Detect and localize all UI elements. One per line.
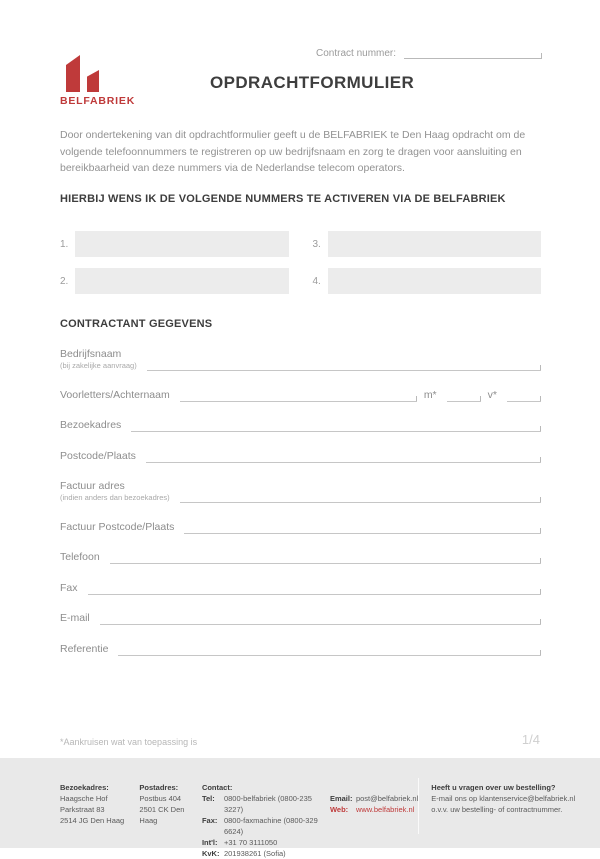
- number-slot-3: [313, 231, 542, 257]
- gender-female-input[interactable]: [507, 395, 541, 402]
- contract-number-row: [316, 48, 542, 59]
- belfabriek-logo: [60, 54, 140, 107]
- number-slot-1: [60, 231, 289, 257]
- number-slot-2-label: 2.: [60, 275, 69, 287]
- tel-value: 0800-belfabriek (0800-235 3227): [223, 794, 312, 814]
- page-title: OPDRACHTFORMULIER: [210, 73, 415, 92]
- footer-visit-address: [60, 782, 139, 848]
- contact-tel-row: [202, 793, 330, 815]
- intl-label: Int'l:: [201, 838, 218, 847]
- contract-number-label: Contract nummer:: [316, 48, 397, 59]
- field-row-bezoekadres: [60, 419, 541, 432]
- intro-paragraph: Door ondertekening van dit opdrachtformulier geeft u de BELFABRIEK te Den Haag opdracht om de volgende telefoonnummers te registreren op uw bedrijfsnaam en zorg te dragen voor aansluiting en bereikbaarheid van deze nummers via de Nederlandse telecom operators.: [60, 129, 526, 174]
- telefoon-label: Telefoon: [60, 551, 100, 563]
- contact-kvk-row: [202, 848, 330, 859]
- email-input[interactable]: [100, 618, 541, 625]
- logo-bar-tall: [66, 55, 80, 92]
- intl-value: +31 70 3111050: [223, 838, 278, 847]
- contact-fax-row: [202, 815, 330, 837]
- factuur-postcode-plaats-label: Factuur Postcode/Plaats: [60, 520, 175, 533]
- field-row-factuur-postcode-plaats: [60, 521, 541, 534]
- factuur-postcode-plaats-input[interactable]: [184, 527, 541, 534]
- number-slot-3-label: 3.: [312, 238, 321, 250]
- number-slot-4-label: 4.: [312, 275, 321, 287]
- field-row-voorletters-achternaam: [60, 389, 541, 402]
- contractant-fields: [60, 348, 541, 656]
- contact-intl-row: [202, 837, 330, 848]
- bedrijfsnaam-input[interactable]: [147, 364, 541, 371]
- visit-address-heading: Bezoekadres:: [60, 783, 109, 792]
- field-row-fax: [60, 582, 541, 595]
- referentie-input[interactable]: [118, 649, 541, 656]
- footer-email-label: Email:: [329, 794, 353, 803]
- contractant-section: [60, 318, 541, 673]
- footer-web-link[interactable]: www.belfabriek.nl: [355, 805, 415, 814]
- number-slot-1-label: 1.: [60, 238, 69, 250]
- numbers-section-heading: HIERBIJ WENS IK DE VOLGENDE NUMMERS TE ACTIVEREN VIA DE BELFABRIEK: [60, 193, 506, 205]
- numbers-section: [60, 193, 541, 294]
- contractant-section-heading: CONTRACTANT GEGEVENS: [60, 318, 213, 330]
- online-email-row: [330, 793, 418, 804]
- belfabriek-logo-icon: [60, 54, 114, 94]
- footer-divider: [418, 778, 419, 834]
- postal-address-line: Postbus 404: [139, 794, 182, 803]
- field-row-referentie: [60, 643, 541, 656]
- kvk-value: 201938261 (Sofia): [223, 849, 286, 858]
- bedrijfsnaam-sublabel: (bij zakelijke aanvraag): [60, 361, 137, 370]
- number-slot-2: [60, 268, 289, 294]
- number-slot-4-input[interactable]: [328, 268, 542, 294]
- number-slot-2-input[interactable]: [75, 268, 289, 294]
- referentie-label: Referentie: [60, 642, 109, 655]
- fax-label: Fax: [60, 581, 78, 594]
- gender-male-label: m*: [423, 388, 437, 401]
- field-row-email: [60, 612, 541, 625]
- postcode-plaats-label: Postcode/Plaats: [60, 449, 136, 462]
- footnote-text: *Aankruisen wat van toepassing is: [60, 737, 198, 747]
- footnote-row: [60, 732, 540, 747]
- questions-line: o.v.v. uw bestelling- of contractnummer.: [431, 805, 563, 814]
- questions-line: E-mail ons op klantenservice@belfabriek.nl: [431, 794, 576, 803]
- factuur-adres-label: Factuur adres: [60, 480, 125, 492]
- visit-address-line: Haagsche Hof: [60, 794, 108, 803]
- footer-online: [330, 782, 418, 848]
- voorletters-achternaam-label: Voorletters/Achternaam: [60, 388, 170, 401]
- kvk-label: KvK:: [201, 849, 220, 858]
- bezoekadres-label: Bezoekadres: [60, 419, 122, 431]
- fax-value: 0800-faxmachine (0800-329 6624): [223, 816, 318, 836]
- field-row-postcode-plaats: [60, 450, 541, 463]
- gender-male-input[interactable]: [447, 395, 481, 402]
- contact-heading: Contact:: [201, 783, 233, 792]
- postcode-plaats-input[interactable]: [146, 456, 541, 463]
- email-label: E-mail: [60, 612, 90, 624]
- online-web-row: [330, 804, 418, 815]
- field-row-telefoon: [60, 551, 541, 564]
- voorletters-achternaam-input[interactable]: [180, 395, 417, 402]
- bezoekadres-input[interactable]: [131, 425, 541, 432]
- fax-label: Fax:: [201, 816, 218, 825]
- field-row-factuur-adres: [60, 480, 541, 503]
- footer-web-label: Web:: [329, 805, 349, 814]
- logo-wordmark: BELFABRIEK: [60, 95, 136, 107]
- number-slot-4: [313, 268, 542, 294]
- page-number: 1/4: [521, 732, 540, 747]
- fax-input[interactable]: [88, 588, 541, 595]
- contract-number-input[interactable]: [404, 51, 542, 59]
- footer-questions: [431, 782, 600, 848]
- bedrijfsnaam-label: Bedrijfsnaam: [60, 348, 122, 360]
- number-slot-1-input[interactable]: [75, 231, 289, 257]
- numbers-grid: [60, 231, 541, 294]
- number-slot-3-input[interactable]: [328, 231, 542, 257]
- factuur-adres-sublabel: (indien anders dan bezoekadres): [60, 493, 170, 502]
- postal-address-line: 2501 CK Den Haag: [139, 805, 185, 825]
- footer-contact: [201, 782, 330, 858]
- page-footer: [0, 758, 600, 858]
- tel-label: Tel:: [201, 794, 215, 803]
- telefoon-input[interactable]: [110, 557, 541, 564]
- field-row-bedrijfsnaam: [60, 348, 541, 371]
- factuur-adres-input[interactable]: [180, 496, 541, 503]
- footer-postal-address: [139, 782, 202, 848]
- footer-email-value: post@belfabriek.nl: [355, 794, 419, 803]
- questions-heading: Heeft u vragen over uw bestelling?: [431, 783, 556, 792]
- visit-address-line: Parkstraat 83: [60, 805, 105, 814]
- logo-bar-short: [87, 70, 99, 92]
- gender-female-label: v*: [487, 388, 497, 401]
- postal-address-heading: Postadres:: [139, 783, 179, 792]
- visit-address-line: 2514 JG Den Haag: [60, 816, 125, 825]
